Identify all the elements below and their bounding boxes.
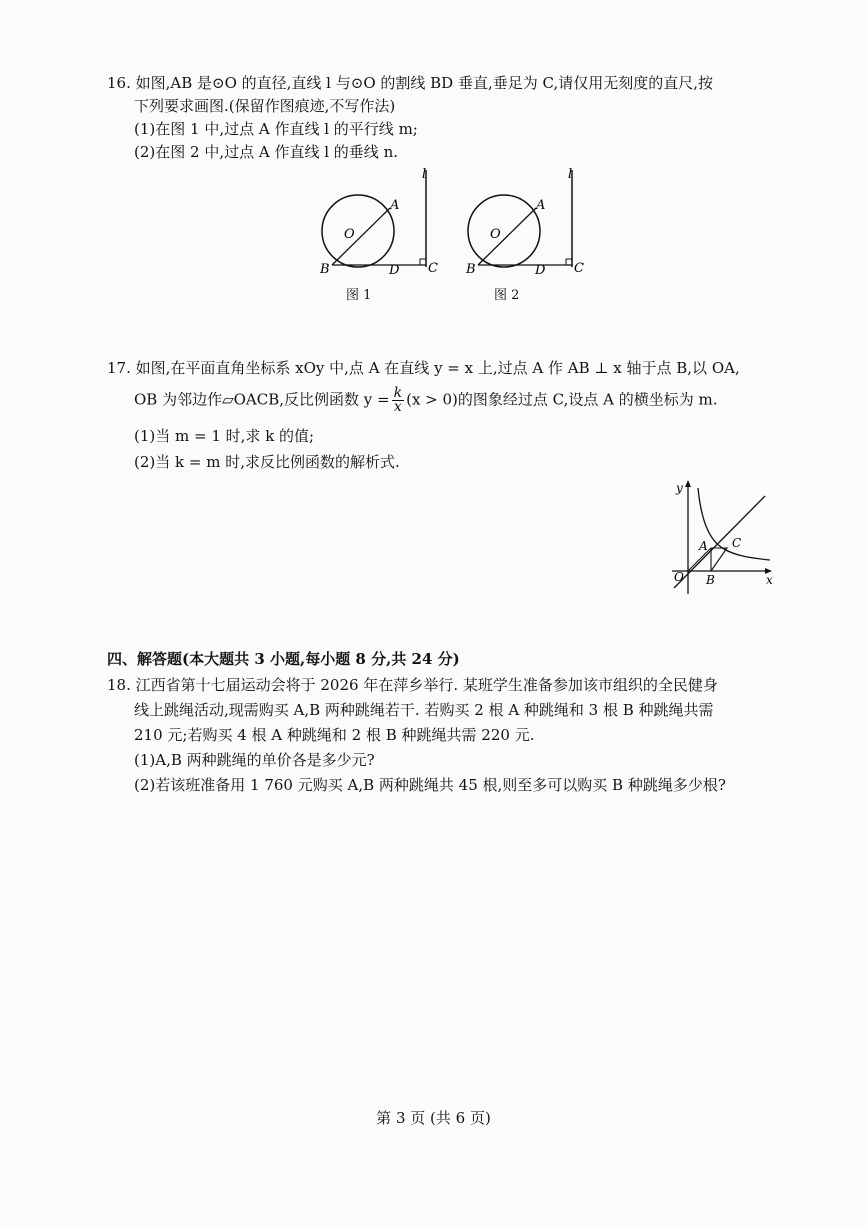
q18-part1: (1)A,B 两种跳绳的单价各是多少元? — [134, 751, 375, 769]
fraction-numerator: k — [393, 385, 403, 401]
q18-stem-line2: 线上跳绳活动,现需购买 A,B 两种跳绳若干. 若购买 2 根 A 种跳绳和 3 根 B 种跳绳共需 — [134, 701, 714, 719]
label-x: x — [766, 573, 773, 587]
label-a: A — [699, 539, 708, 553]
right-angle-mark — [420, 259, 426, 265]
label-a: A — [536, 198, 546, 213]
q17-figure — [666, 478, 786, 596]
circle-o — [322, 195, 394, 267]
q16-figure-2 — [456, 165, 596, 305]
label-o: O — [674, 570, 684, 584]
q18-part2: (2)若该班准备用 1 760 元购买 A,B 两种跳绳共 45 根,则至多可以购买 B 种跳绳多少根? — [134, 776, 726, 794]
label-l: l — [422, 167, 427, 182]
q16-stem-line1: 16. 如图,AB 是⊙O 的直径,直线 l 与⊙O 的割线 BD 垂直,垂足为 C,请仅用无刻度的直尺,按 — [107, 74, 713, 92]
label-b: B — [466, 262, 476, 277]
label-b: B — [706, 573, 715, 587]
q17-line2-post: (x > 0)的图象经过点 C,设点 A 的横坐标为 m. — [406, 390, 718, 409]
fig2-caption: 图 2 — [494, 288, 520, 303]
y-axis-arrow — [685, 480, 691, 487]
q17-stem-line1: 17. 如图,在平面直角坐标系 xOy 中,点 A 在直线 y = x 上,过点 A 作 AB ⊥ x 轴于点 B,以 OA, — [107, 359, 740, 377]
section-4-title: 四、解答题(本大题共 3 小题,每小题 8 分,共 24 分) — [107, 650, 460, 668]
q18-stem-line3: 210 元;若购买 4 根 A 种跳绳和 2 根 B 种跳绳共需 220 元. — [134, 726, 535, 744]
fig1-caption: 图 1 — [346, 288, 372, 303]
fraction — [392, 387, 404, 414]
q17-part2: (2)当 k = m 时,求反比例函数的解析式. — [134, 453, 400, 471]
label-y: y — [676, 481, 683, 495]
label-l: l — [568, 167, 573, 182]
q17-part1: (1)当 m = 1 时,求 k 的值; — [134, 427, 315, 445]
label-o: O — [344, 227, 355, 242]
label-d: D — [389, 263, 400, 278]
label-b: B — [320, 262, 330, 277]
label-a: A — [390, 198, 400, 213]
q16-figure-1 — [310, 165, 450, 305]
circle-o — [468, 195, 540, 267]
label-c: C — [428, 261, 438, 276]
q17-line2-pre: OB 为邻边作▱OACB,反比例函数 y = — [134, 390, 390, 409]
q17-stem-line2 — [134, 387, 718, 414]
label-o: O — [490, 227, 501, 242]
page-footer: 第 3 页 (共 6 页) — [376, 1109, 491, 1127]
label-d: D — [535, 263, 546, 278]
q16-stem-line2: 下列要求画图.(保留作图痕迹,不写作法) — [134, 97, 396, 115]
diameter-ab — [478, 208, 536, 265]
q16-part2: (2)在图 2 中,过点 A 作直线 l 的垂线 n. — [134, 143, 398, 161]
q16-part1: (1)在图 1 中,过点 A 作直线 l 的平行线 m; — [134, 120, 418, 138]
label-c: C — [574, 261, 584, 276]
fraction-denominator: x — [393, 399, 402, 415]
diameter-ab — [332, 208, 390, 265]
right-angle-mark — [566, 259, 572, 265]
q18-stem-line1: 18. 江西省第十七届运动会将于 2026 年在萍乡举行. 某班学生准备参加该市组织的全民健身 — [107, 676, 718, 694]
label-c: C — [732, 536, 742, 550]
